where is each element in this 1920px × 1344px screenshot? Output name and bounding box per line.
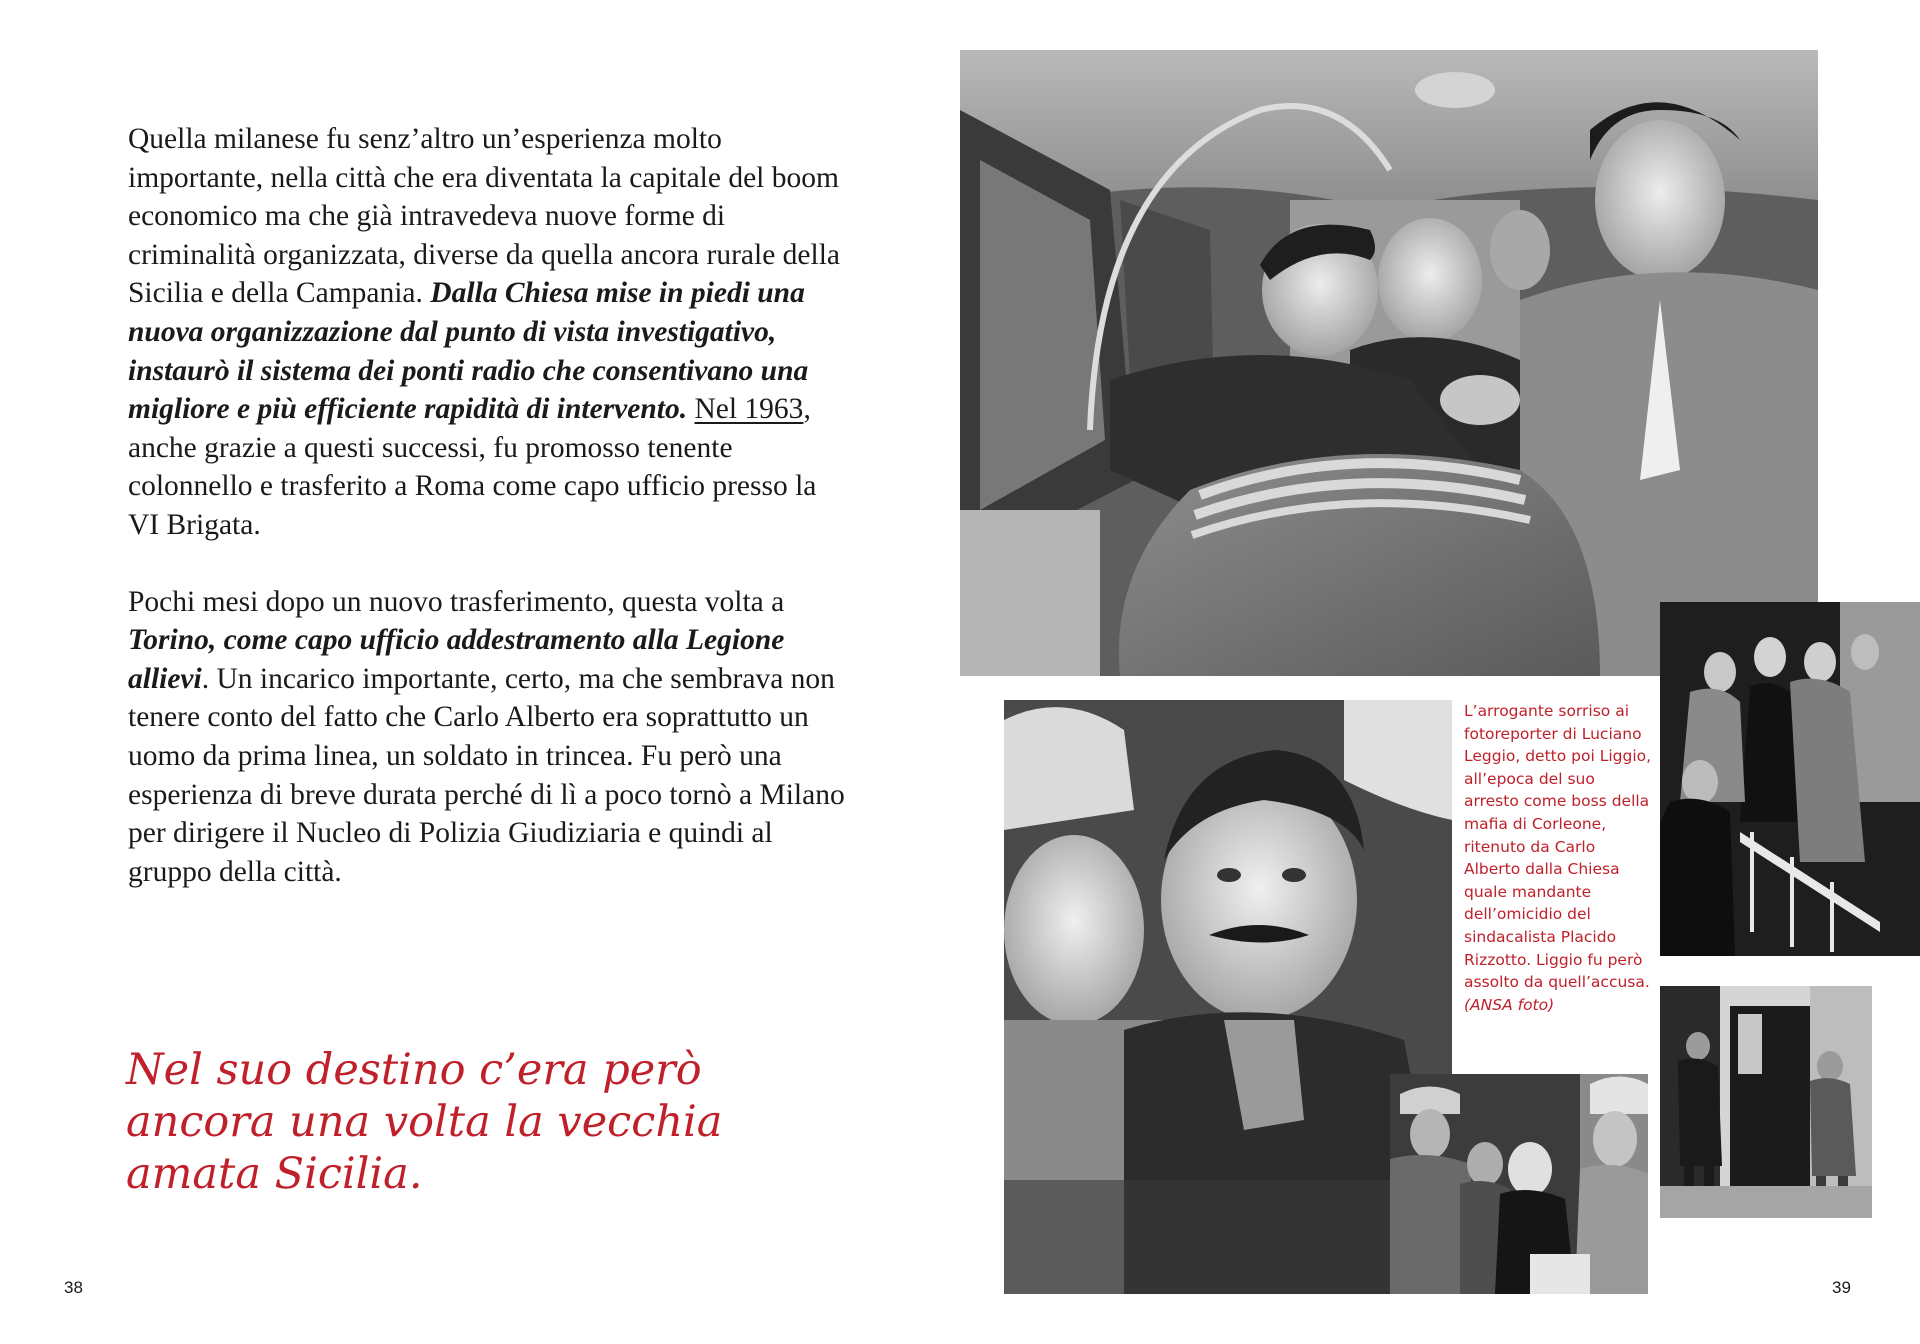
paragraph-2-text: Pochi mesi dopo un nuovo trasferimento, questa volta a — [128, 585, 785, 618]
body-text — [128, 120, 848, 891]
photo-liggio-in-car — [1004, 700, 1452, 1294]
photo-credit: (ANSA foto) — [1464, 995, 1555, 1014]
page-number-right: 39 — [1832, 1278, 1851, 1297]
paragraph-1-emphasis: Dalla Chiesa mise in piedi una nuova organizzazione dal punto di vista investigativo, instaurò il sistema dei ponti radio che consentivano una migliore e più efficiente rapidità di intervento. — [128, 277, 809, 426]
photo-caption — [1464, 700, 1654, 1016]
paragraph-1-text-continued: , anche grazie a questi successi, fu promosso tenente colonnello e trasferito a Roma come capo ufficio presso la VI Brigata. — [128, 393, 817, 541]
year-link[interactable]: Nel 1963 — [694, 393, 804, 426]
photo-soldiers-at-doorway — [1660, 986, 1872, 1218]
pull-quote: Nel suo destino c’era però ancora una volta la vecchia amata Sicilia. — [126, 1045, 723, 1199]
paragraph-2-emphasis: Torino, come capo ufficio addestramento alla Legione allievi — [128, 624, 785, 695]
photo-escort-on-stairs — [1660, 602, 1920, 956]
photo-ambulance-arrest — [960, 50, 1818, 676]
caption-text: L’arrogante sorriso ai fotoreporter di Luciano Leggio, detto poi Liggio, all’epoca del suo arresto come boss della mafia di Corleone, ritenuto da Carlo Alberto dalla Chiesa quale mandante dell’omicidio del sindacalista Placido Rizzotto. Liggio fu però assolto da quell’accusa. — [1464, 702, 1652, 992]
page-number-left: 38 — [64, 1278, 83, 1297]
photo-officers-escort — [1390, 1074, 1648, 1294]
paragraph-2-text-continued: . Un incarico importante, certo, ma che sembrava non tenere conto del fatto che Carlo Alberto era soprattutto un uomo da prima linea, un soldato in trincea. Fu però una esperienza di breve durata perché di lì a poco tornò a Milano per dirigere il Nucleo di Polizia Giudiziaria e quindi al gruppo della città. — [128, 662, 845, 888]
paragraph-1 — [128, 120, 848, 545]
paragraph-2 — [128, 583, 848, 892]
paragraph-1-text: Quella milanese fu senz’altro un’esperienza molto importante, nella città che era diventata la capitale del boom economico ma che già intravedeva nuove forme di criminalità organizzata, diverse da quella ancora rurale della Sicilia e della Campania. — [128, 123, 841, 310]
